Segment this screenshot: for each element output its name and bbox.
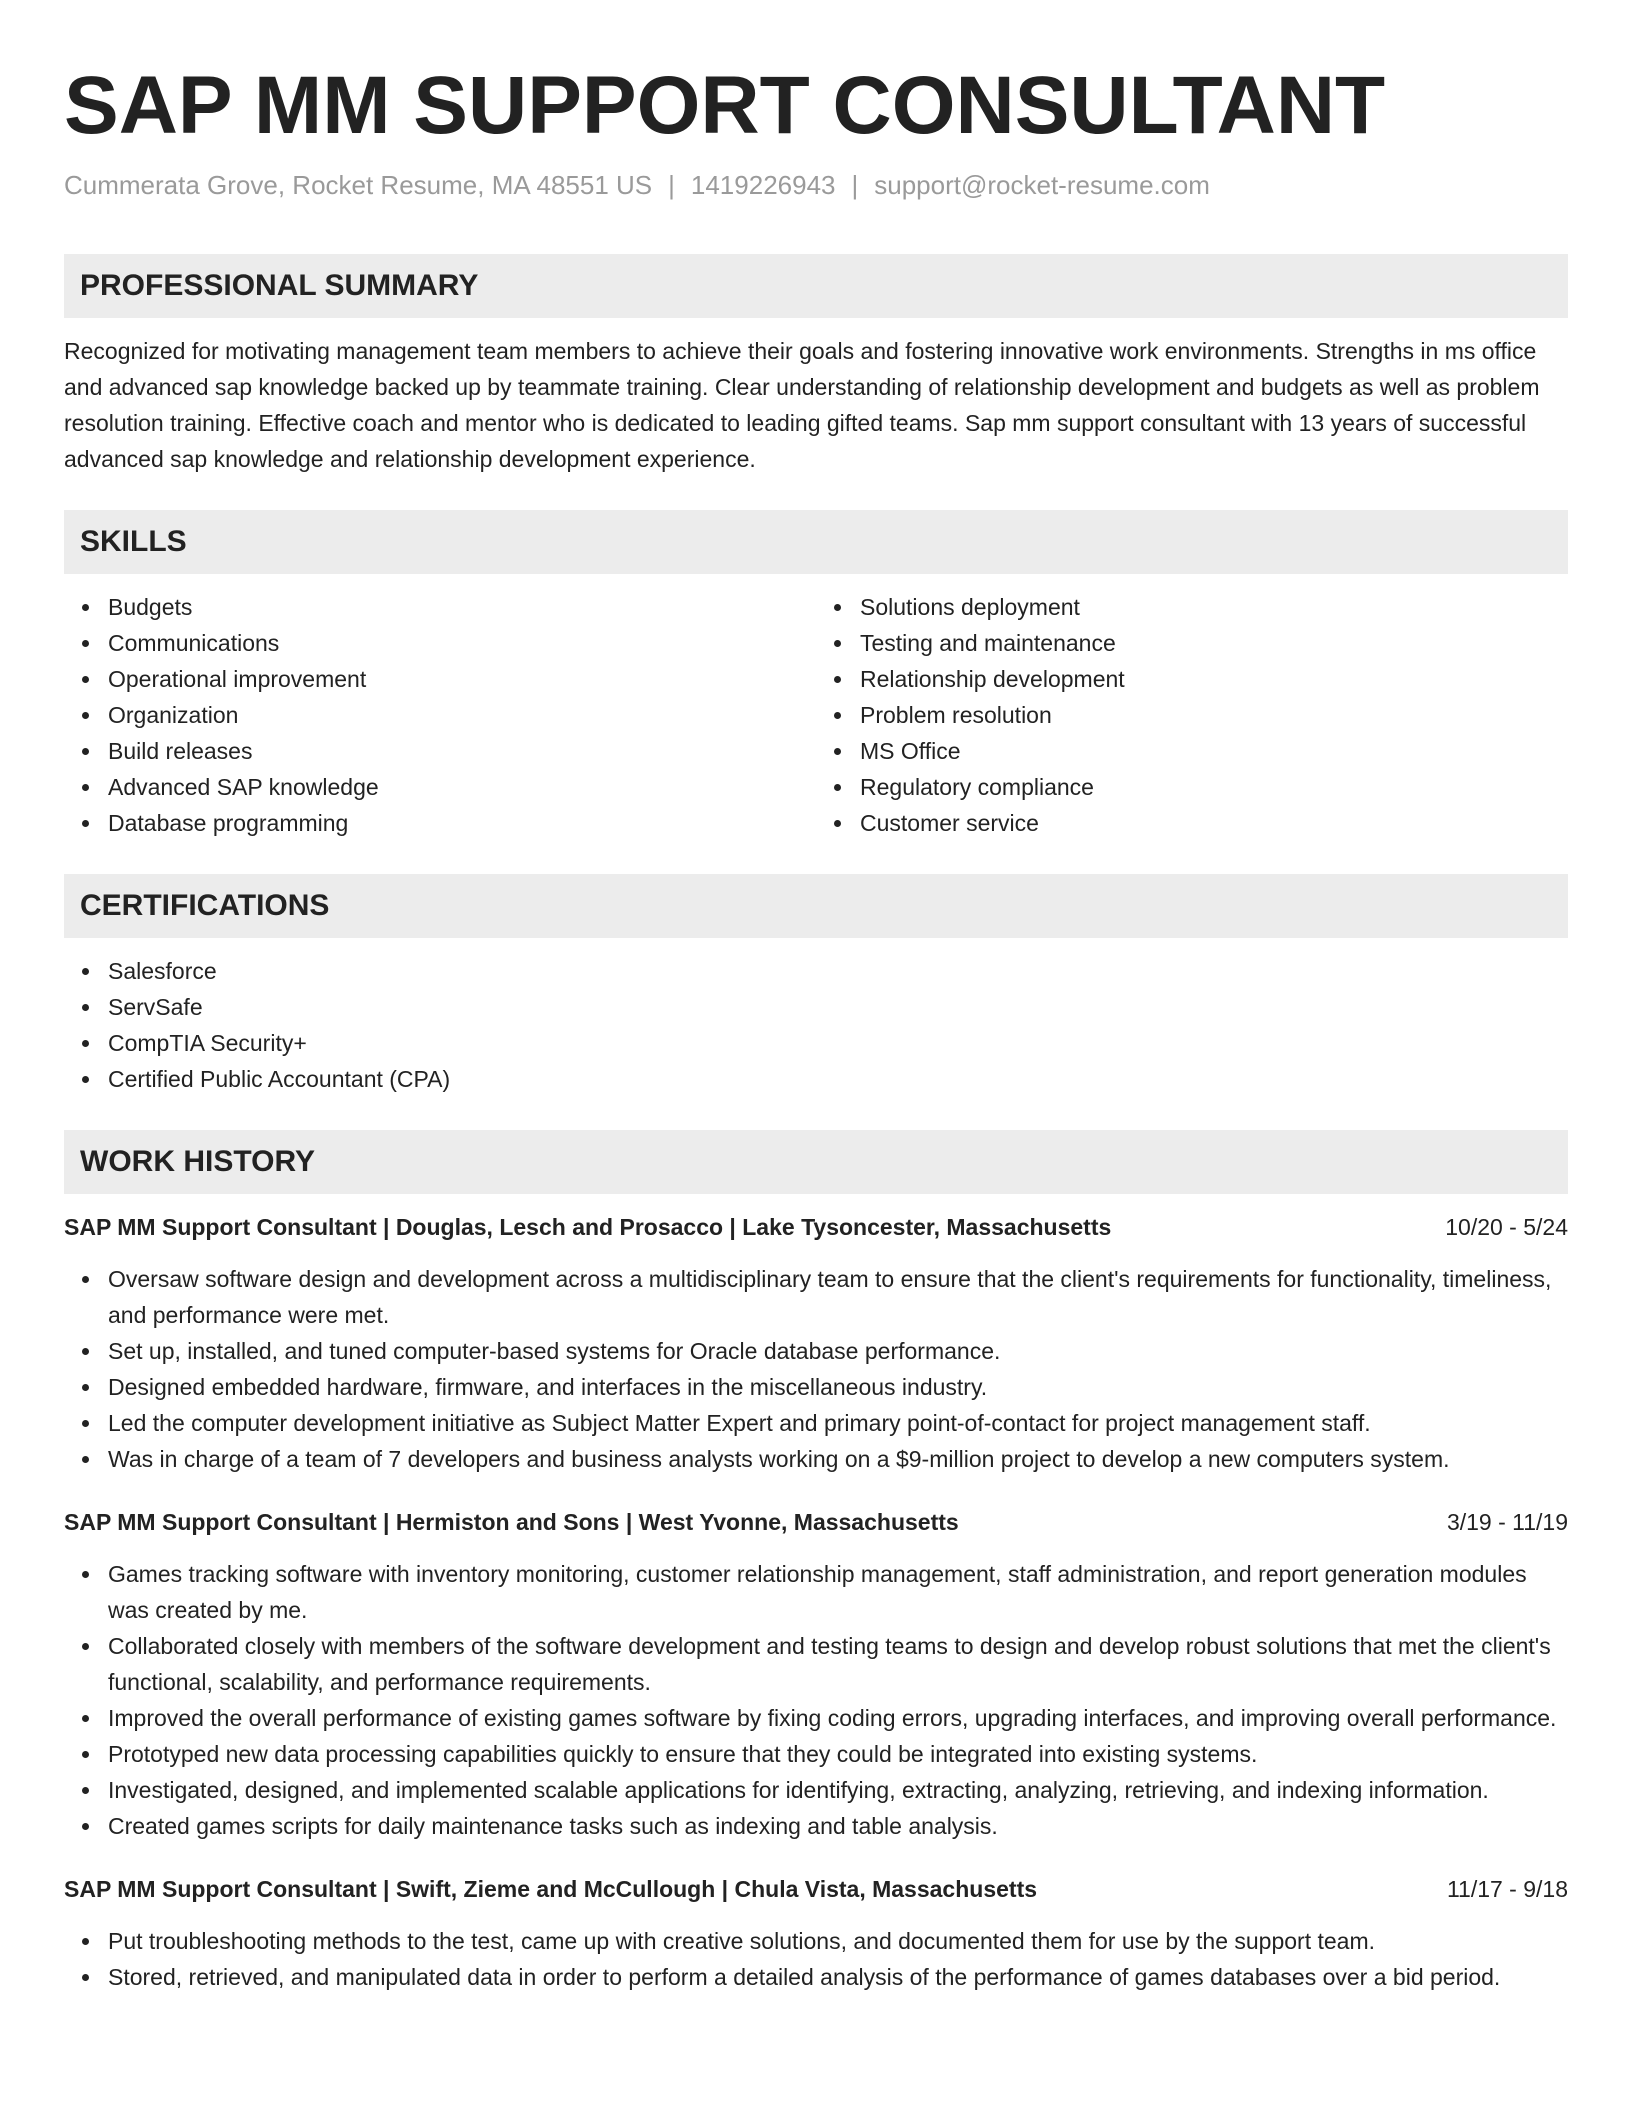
job-bullets [64, 1923, 1568, 1995]
job-entry [64, 1209, 1568, 1477]
section-heading-skills: SKILLS [64, 510, 1568, 574]
list-item: Led the computer development initiative as Subject Matter Expert and primary point-of-contact for project management staff. [108, 1405, 1568, 1441]
list-item: Created games scripts for daily maintenance tasks such as indexing and table analysis. [108, 1808, 1568, 1844]
list-item: Testing and maintenance [860, 625, 1568, 661]
job-header [64, 1871, 1568, 1907]
job-entry [64, 1504, 1568, 1844]
list-item: MS Office [860, 733, 1568, 769]
job-entry [64, 1871, 1568, 1995]
list-item: Build releases [108, 733, 816, 769]
contact-separator: | [851, 170, 859, 200]
list-item: Operational improvement [108, 661, 816, 697]
list-item: Stored, retrieved, and manipulated data in order to perform a detailed analysis of the performance of games databases over a bid period. [108, 1959, 1568, 1995]
list-item: Set up, installed, and tuned computer-based systems for Oracle database performance. [108, 1333, 1568, 1369]
list-item: Advanced SAP knowledge [108, 769, 816, 805]
job-header [64, 1209, 1568, 1245]
job-title: SAP MM Support Consultant | Swift, Zieme and McCullough | Chula Vista, Massachusetts [64, 1876, 1038, 1902]
candidate-name: SAP MM SUPPORT CONSULTANT [64, 60, 1386, 151]
list-item: Oversaw software design and development across a multidisciplinary team to ensure that the client's requirements for functionality, timeliness, and performance were met. [108, 1261, 1568, 1333]
section-heading-work-history: WORK HISTORY [64, 1130, 1568, 1194]
list-item: Communications [108, 625, 816, 661]
list-item: Organization [108, 697, 816, 733]
contact-separator: | [668, 170, 675, 200]
job-dates: 10/20 - 5/24 [1445, 1214, 1568, 1240]
certifications-list [64, 953, 1568, 1097]
skills-list-left [64, 589, 816, 841]
address: Cummerata Grove, Rocket Resume, MA 48551 US [64, 170, 653, 200]
list-item: Collaborated closely with members of the software development and testing teams to design and develop robust solutions that met the client's functional, scalability, and performance requirements. [108, 1628, 1568, 1700]
list-item: Database programming [108, 805, 816, 841]
list-item: Investigated, designed, and implemented scalable applications for identifying, extracting, analyzing, retrieving, and indexing information. [108, 1772, 1568, 1808]
list-item: Salesforce [108, 953, 1568, 989]
job-dates: 11/17 - 9/18 [1446, 1876, 1568, 1902]
job-header [64, 1504, 1568, 1540]
list-item: Improved the overall performance of existing games software by fixing coding errors, upgrading interfaces, and improving overall performance. [108, 1700, 1568, 1736]
list-item: Solutions deployment [860, 589, 1568, 625]
phone: 1419226943 [690, 170, 836, 200]
section-heading-certifications: CERTIFICATIONS [64, 874, 1568, 938]
skills-list-right [816, 589, 1568, 841]
list-item: Problem resolution [860, 697, 1568, 733]
resume-page [64, 0, 1568, 1995]
email: support@rocket-resume.com [874, 170, 1210, 200]
section-heading-summary: PROFESSIONAL SUMMARY [64, 254, 1568, 318]
contact-line [64, 168, 1568, 202]
list-item: Put troubleshooting methods to the test, came up with creative solutions, and documented them for use by the support team. [108, 1923, 1568, 1959]
job-bullets [64, 1556, 1568, 1844]
list-item: Budgets [108, 589, 816, 625]
list-item: Relationship development [860, 661, 1568, 697]
job-title: SAP MM Support Consultant | Douglas, Lesch and Prosacco | Lake Tysoncester, Massachusetts [64, 1214, 1112, 1240]
skills-columns [64, 589, 1568, 841]
list-item: Customer service [860, 805, 1568, 841]
list-item: Regulatory compliance [860, 769, 1568, 805]
list-item: Was in charge of a team of 7 developers and business analysts working on a $9-million project to develop a new computers system. [108, 1441, 1568, 1477]
list-item: CompTIA Security+ [108, 1025, 1568, 1061]
job-title: SAP MM Support Consultant | Hermiston and Sons | West Yvonne, Massachusetts [64, 1509, 959, 1535]
list-item: Designed embedded hardware, firmware, and interfaces in the miscellaneous industry. [108, 1369, 1568, 1405]
job-dates: 3/19 - 11/19 [1446, 1509, 1568, 1535]
list-item: Games tracking software with inventory monitoring, customer relationship management, staff administration, and report generation modules was created by me. [108, 1556, 1568, 1628]
summary-text: Recognized for motivating management team members to achieve their goals and fostering innovative work environments. Strengths in ms office and advanced sap knowledge backed up by teammate training. Clear understanding of relationship development and budgets as well as problem resolution training. Effective coach and mentor who is dedicated to leading gifted teams. Sap mm support consultant with 13 years of successful advanced sap knowledge and relationship development experience. [64, 338, 1540, 472]
list-item: ServSafe [108, 989, 1568, 1025]
list-item: Prototyped new data processing capabilities quickly to ensure that they could be integrated into existing systems. [108, 1736, 1568, 1772]
job-bullets [64, 1261, 1568, 1477]
list-item: Certified Public Accountant (CPA) [108, 1061, 1568, 1097]
